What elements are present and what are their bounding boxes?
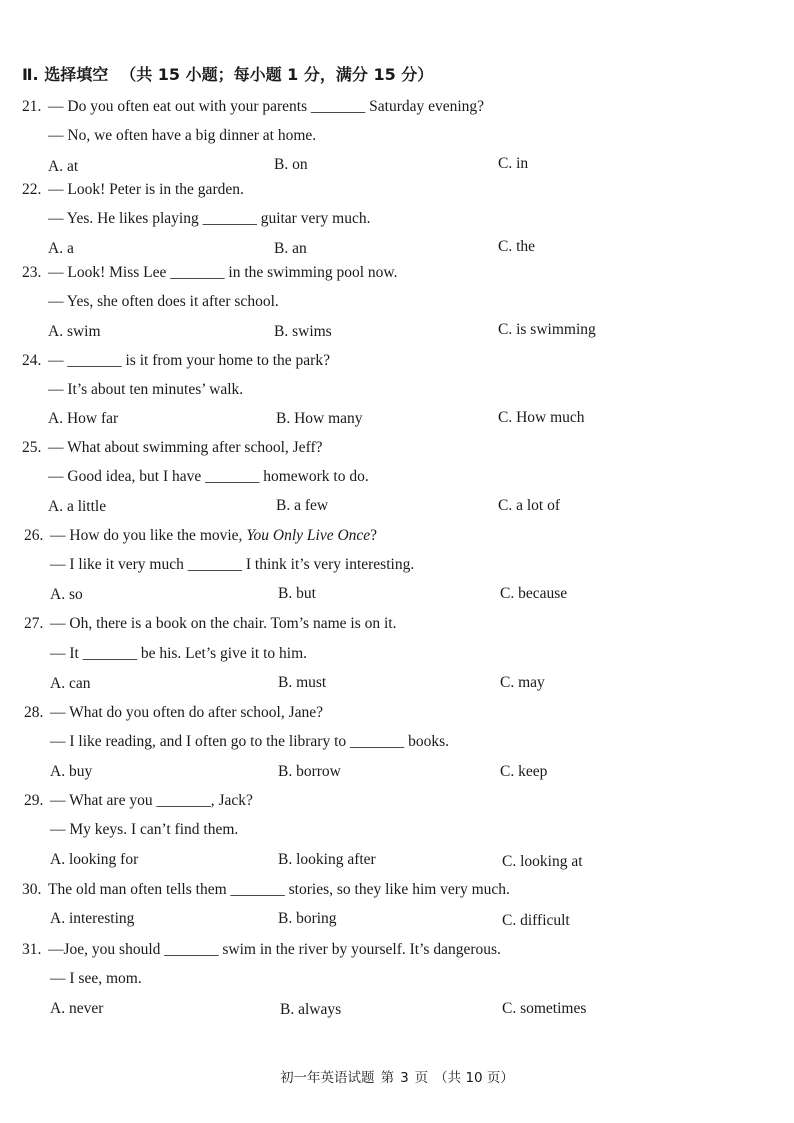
option-c[interactable]: C. the bbox=[498, 238, 536, 255]
option-a[interactable]: A. looking for bbox=[50, 851, 139, 868]
question-number: 30. bbox=[22, 881, 42, 898]
option-a[interactable]: A. so bbox=[50, 586, 83, 603]
question-line: —Joe, you should _______ swim in the river by yourself. It’s dangerous. bbox=[48, 941, 501, 958]
question-stem bbox=[22, 940, 501, 960]
option-c[interactable]: C. is swimming bbox=[498, 321, 596, 338]
section-subtitle: （共 15 小题；每小题 1 分，满分 15 分） bbox=[120, 65, 434, 84]
option-b[interactable]: B. but bbox=[278, 585, 316, 602]
question-stem bbox=[24, 791, 253, 811]
question-stem bbox=[22, 180, 244, 200]
footer-total-pages: （共 10 页） bbox=[434, 1070, 514, 1086]
question-number: 22. bbox=[22, 181, 42, 198]
option-a[interactable]: A. interesting bbox=[50, 910, 135, 927]
option-a[interactable]: A. at bbox=[48, 158, 79, 175]
option-b[interactable]: B. borrow bbox=[278, 763, 341, 780]
option-c[interactable]: C. sometimes bbox=[502, 1000, 587, 1017]
option-c[interactable]: C. may bbox=[500, 674, 545, 691]
option-b[interactable]: B. on bbox=[274, 156, 308, 173]
option-c[interactable]: C. in bbox=[498, 155, 529, 172]
option-c[interactable]: C. difficult bbox=[502, 912, 570, 929]
section-title: Ⅱ. 选择填空 bbox=[22, 65, 109, 84]
question-reply: — It’s about ten minutes’ walk. bbox=[48, 381, 244, 398]
footer-title: 初一年英语试题 bbox=[280, 1070, 375, 1086]
option-a[interactable]: A. swim bbox=[48, 323, 101, 340]
option-b[interactable]: B. How many bbox=[276, 410, 363, 427]
option-a[interactable]: A. How far bbox=[48, 410, 119, 427]
question-stem bbox=[22, 263, 397, 283]
question-reply: — It _______ be his. Let’s give it to him. bbox=[50, 645, 308, 662]
question-reply: — My keys. I can’t find them. bbox=[50, 821, 239, 838]
option-b[interactable]: B. swims bbox=[274, 323, 332, 340]
question-reply: — No, we often have a big dinner at home. bbox=[48, 127, 317, 144]
question-line: — Look! Miss Lee _______ in the swimming pool now. bbox=[48, 264, 398, 281]
question-stem bbox=[24, 526, 377, 546]
option-b[interactable]: B. must bbox=[278, 674, 327, 691]
question-stem bbox=[22, 880, 510, 900]
footer-page-suffix: 页 bbox=[414, 1070, 429, 1086]
question-stem bbox=[22, 97, 484, 117]
question-line: — What do you often do after school, Jane? bbox=[50, 704, 324, 721]
option-a[interactable]: A. a bbox=[48, 240, 74, 257]
section-heading bbox=[22, 62, 433, 85]
page-footer bbox=[0, 1066, 794, 1086]
question-number: 27. bbox=[24, 615, 44, 632]
question-reply: — Yes. He likes playing _______ guitar very much. bbox=[48, 210, 371, 227]
option-c[interactable]: C. How much bbox=[498, 409, 585, 426]
question-number: 26. bbox=[24, 527, 44, 544]
option-b[interactable]: B. a few bbox=[276, 497, 329, 514]
question-line: — Look! Peter is in the garden. bbox=[48, 181, 244, 198]
question-number: 25. bbox=[22, 439, 42, 456]
question-stem bbox=[24, 614, 396, 634]
question-line: — How do you like the movie, bbox=[50, 527, 247, 544]
question-reply: — I like it very much _______ I think it’s very interesting. bbox=[50, 556, 415, 573]
option-c[interactable]: C. because bbox=[500, 585, 568, 602]
question-line: — Do you often eat out with your parents _______ Saturday evening? bbox=[48, 98, 485, 115]
option-c[interactable]: C. looking at bbox=[502, 853, 583, 870]
question-number: 29. bbox=[24, 792, 44, 809]
option-c[interactable]: C. a lot of bbox=[498, 497, 560, 514]
question-line: — What about swimming after school, Jeff? bbox=[48, 439, 323, 456]
option-b[interactable]: B. an bbox=[274, 240, 307, 257]
option-b[interactable]: B. always bbox=[280, 1001, 342, 1018]
question-number: 21. bbox=[22, 98, 42, 115]
question-stem bbox=[22, 438, 323, 458]
option-a[interactable]: A. buy bbox=[50, 763, 93, 780]
question-number: 23. bbox=[22, 264, 42, 281]
question-number: 31. bbox=[22, 941, 42, 958]
question-reply: — I like reading, and I often go to the library to _______ books. bbox=[50, 733, 450, 750]
footer-page-number: 3 bbox=[400, 1070, 409, 1086]
question-stem bbox=[22, 351, 330, 371]
question-number: 24. bbox=[22, 352, 42, 369]
movie-title: You Only Live Once bbox=[246, 527, 371, 544]
question-number: 28. bbox=[24, 704, 44, 721]
option-a[interactable]: A. a little bbox=[48, 498, 107, 515]
option-a[interactable]: A. can bbox=[50, 675, 91, 692]
question-stem bbox=[24, 703, 323, 723]
question-line: — What are you _______, Jack? bbox=[50, 792, 253, 809]
question-reply: — I see, mom. bbox=[50, 970, 142, 987]
question-mark: ? bbox=[370, 527, 378, 544]
option-b[interactable]: B. boring bbox=[278, 910, 337, 927]
option-b[interactable]: B. looking after bbox=[278, 851, 376, 868]
footer-page-prefix: 第 bbox=[380, 1070, 395, 1086]
option-c[interactable]: C. keep bbox=[500, 763, 548, 780]
question-line: The old man often tells them _______ stories, so they like him very much. bbox=[48, 881, 510, 898]
question-line: — _______ is it from your home to the park? bbox=[48, 352, 330, 369]
question-reply: — Yes, she often does it after school. bbox=[48, 293, 279, 310]
question-reply: — Good idea, but I have _______ homework to do. bbox=[48, 468, 369, 485]
option-a[interactable]: A. never bbox=[50, 1000, 104, 1017]
question-line: — Oh, there is a book on the chair. Tom’s name is on it. bbox=[50, 615, 397, 632]
